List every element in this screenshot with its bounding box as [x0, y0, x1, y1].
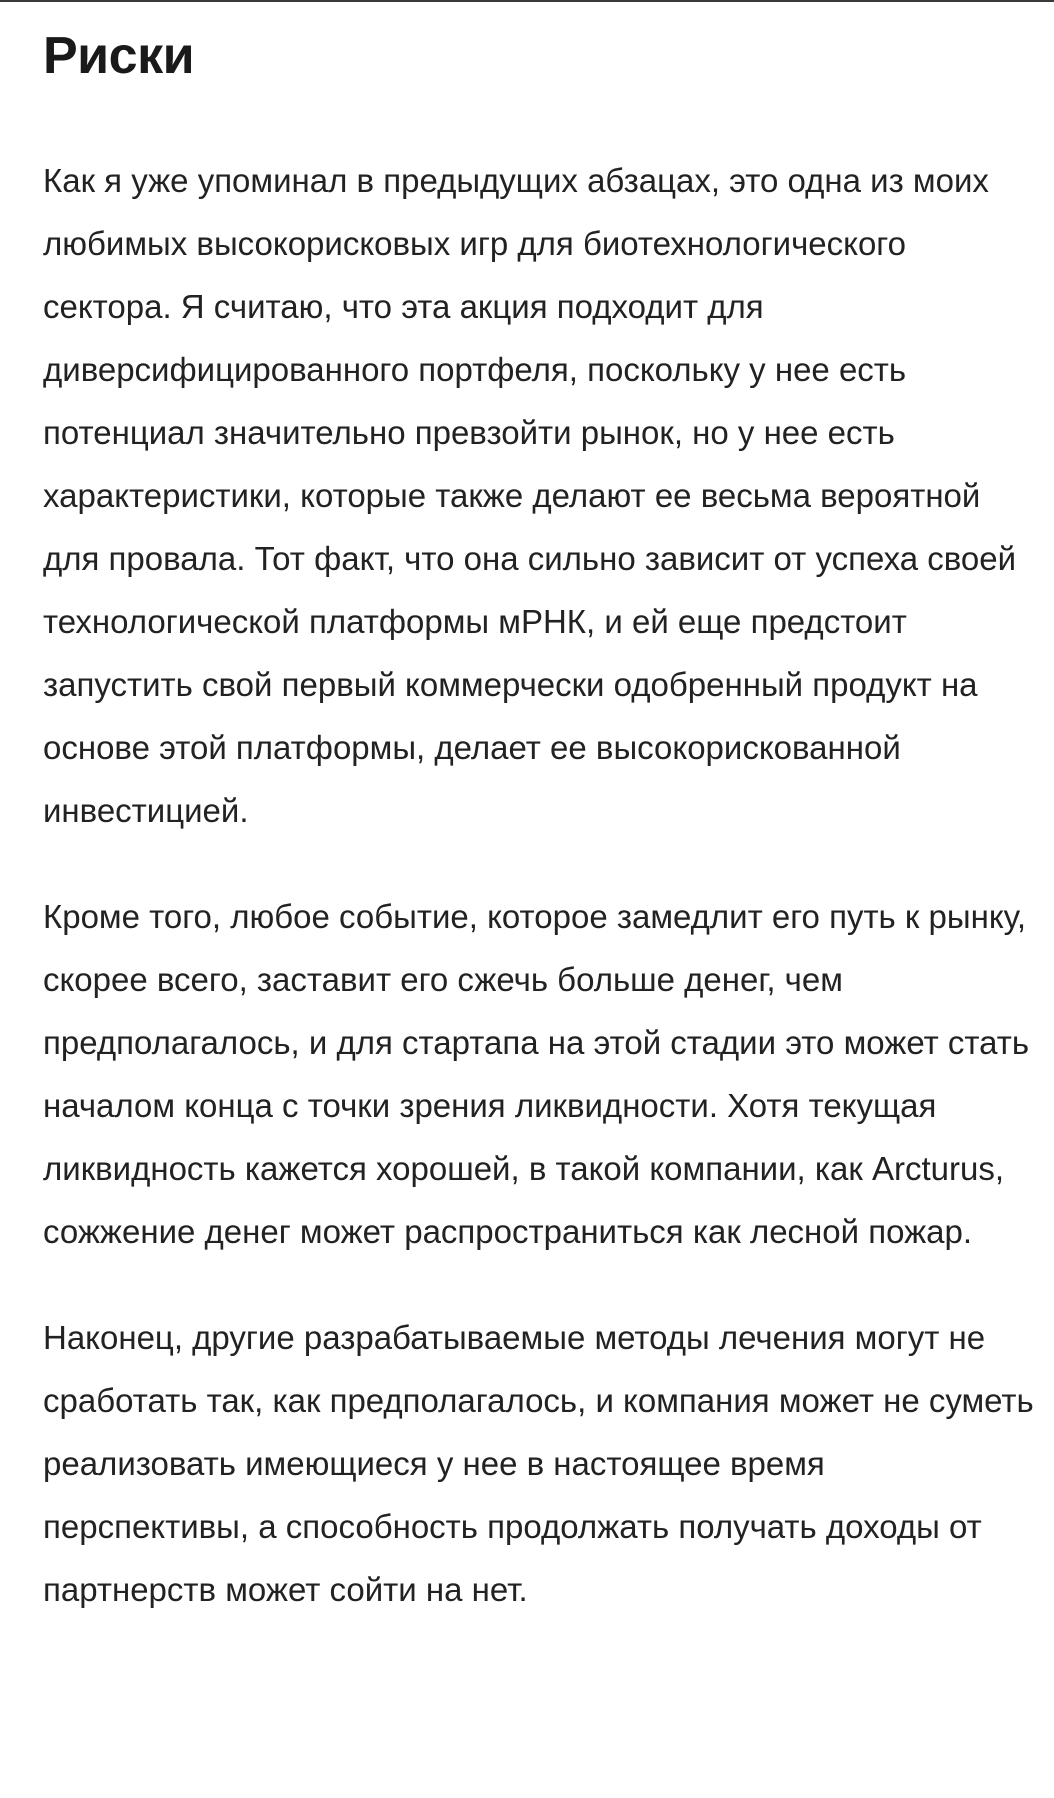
paragraph-3: Наконец, другие разрабатываемые методы лечения могут не сработать так, как предполагалось, и компания может не суметь реализовать имеющиеся у нее в настоящее время перспективы, а способность продолжать получать доходы от партнерств может сойти на нет.	[43, 1319, 1034, 1608]
paragraph-2: Кроме того, любое событие, которое замедлит его путь к рынку, скорее всего, заставит его сжечь больше денег, чем предполагалось, и для стартапа на этой стадии это может стать началом конца с точки зрения ликвидности. Хотя текущая ликвидность кажется хорошей, в такой компании, как Arcturus, сожжение денег может распространиться как лесной пожар.	[43, 898, 1030, 1250]
paragraph-1: Как я уже упоминал в предыдущих абзацах, это одна из моих любимых высокорисковых игр для биотехнологического сектора. Я считаю, что эта акция подходит для диверсифицированного портфеля, поскольку у нее есть потенциал значительно превзойти рынок, но у нее есть характеристики, которые также делают ее весьма вероятной для провала. Тот факт, что она сильно зависит от успеха своей технологической платформы мРНК, и ей еще предстоит запустить свой первый коммерчески одобренный продукт на основе этой платформы, делает ее высокорискованной инвестицией.	[43, 162, 1017, 829]
article	[43, 2, 1038, 1621]
section-title: Риски	[43, 27, 195, 85]
